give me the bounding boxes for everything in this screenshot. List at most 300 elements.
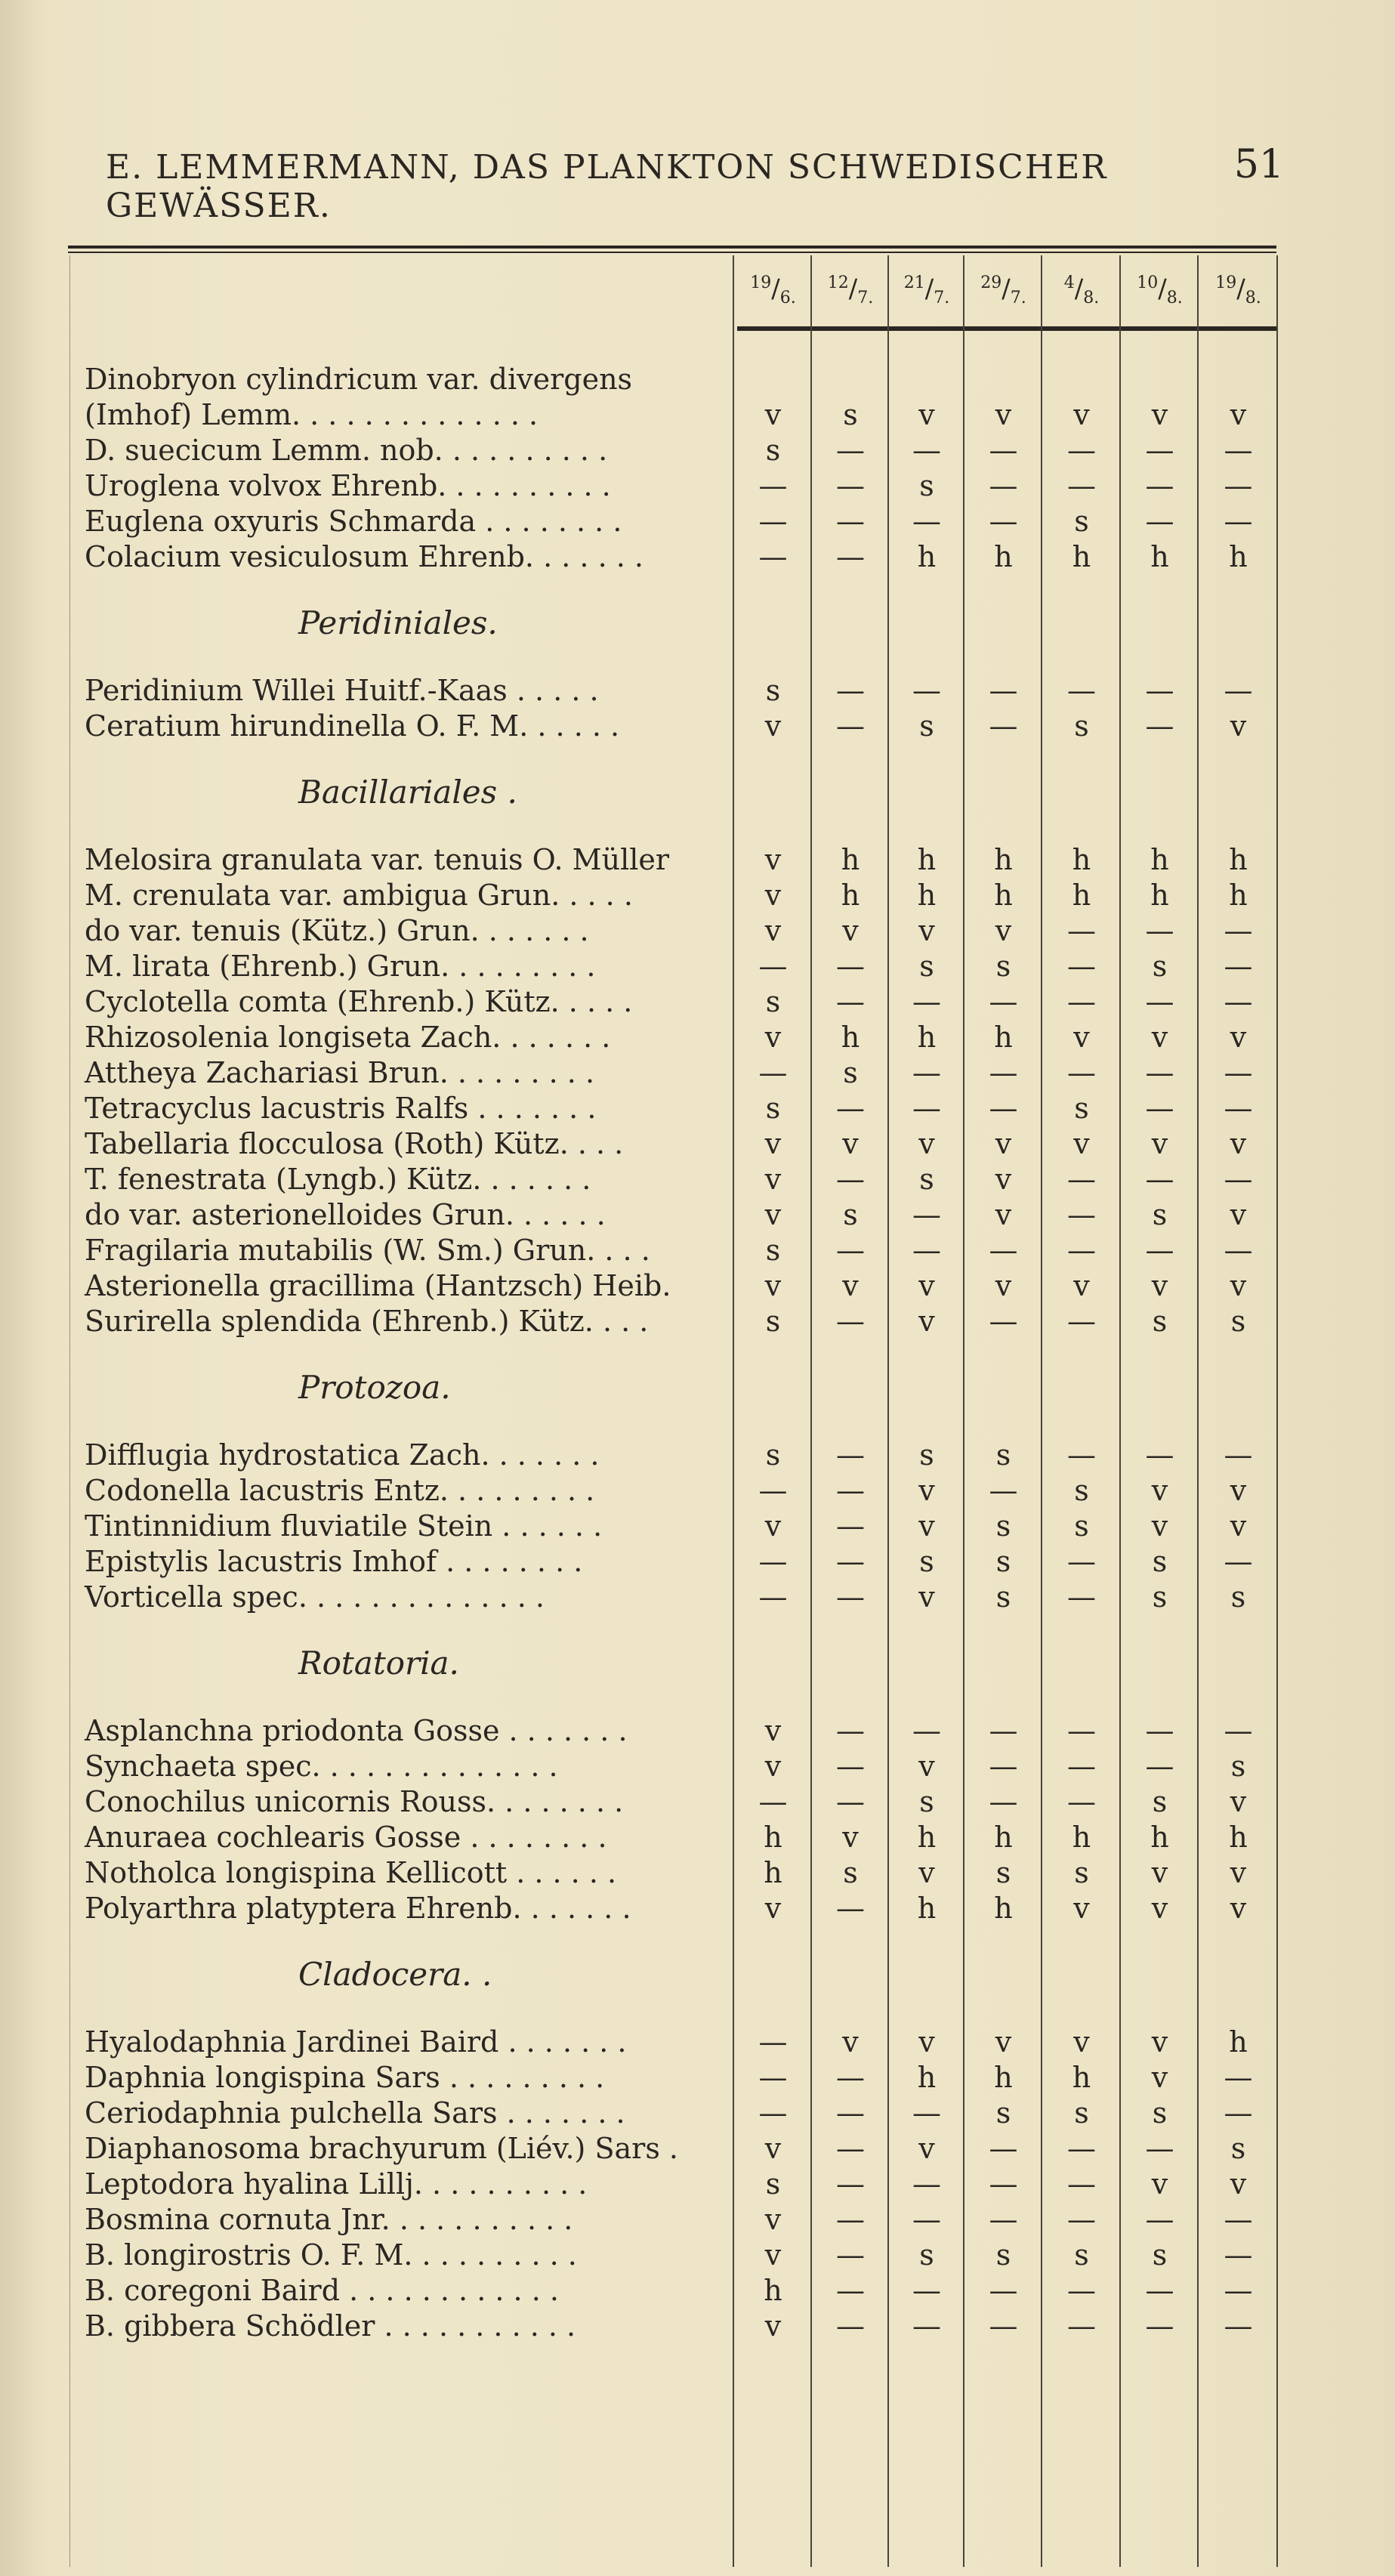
occurrence-cell: — (1224, 1163, 1253, 1196)
occurrence-cell: — (1067, 950, 1096, 983)
occurrence-cell: s (1230, 2132, 1246, 2165)
occurrence-cell: — (1145, 2203, 1174, 2236)
occurrence-cell: — (1145, 1750, 1174, 1783)
occurrence-cell: — (912, 434, 941, 467)
occurrence-cell: — (989, 1750, 1018, 1783)
date-slash: / (848, 273, 858, 304)
occurrence-cell: — (1224, 1438, 1253, 1472)
table-row (85, 842, 1293, 878)
occurrence-cell: — (836, 2238, 865, 2272)
occurrence-cell: v (1073, 1127, 1090, 1160)
date-header (1042, 273, 1121, 307)
occurrence-cell: s (995, 1545, 1011, 1578)
table-row (85, 2059, 1293, 2096)
species-name: B. longirostris O. F. M. . . . . . . . . . (85, 2238, 577, 2272)
occurrence-cell: — (1067, 1234, 1096, 1267)
occurrence-cell: v (764, 1127, 782, 1160)
occurrence-cell: v (1073, 1892, 1090, 1925)
occurrence-cell: — (836, 1438, 865, 1472)
date-day: 19 (1215, 273, 1237, 292)
occurrence-cell: s (1074, 2096, 1089, 2130)
occurrence-cell: v (995, 1127, 1012, 1160)
occurrence-cell: — (989, 2167, 1018, 2201)
occurrence-cell: — (912, 2167, 941, 2201)
occurrence-cell: — (989, 1714, 1018, 1747)
occurrence-cell: — (1145, 1092, 1174, 1125)
occurrence-cell: s (995, 1856, 1011, 1889)
occurrence-cell: — (1224, 1092, 1253, 1125)
occurrence-cell: h (1150, 843, 1169, 876)
occurrence-cell: h (1229, 879, 1248, 912)
occurrence-cell: — (1067, 1305, 1096, 1338)
occurrence-cell: — (1067, 2167, 1096, 2201)
table-row (85, 1543, 1293, 1580)
occurrence-cell: v (1230, 2167, 1247, 2201)
table-row (85, 1579, 1293, 1615)
occurrence-cell: v (918, 1127, 935, 1160)
species-name: Vorticella spec. . . . . . . . . . . . . . (85, 1580, 545, 1614)
occurrence-cell: — (1224, 1714, 1253, 1747)
occurrence-cell: — (758, 1785, 788, 1818)
occurrence-cell: v (842, 2025, 859, 2059)
occurrence-cell: — (1224, 2309, 1253, 2343)
occurrence-cell: — (836, 709, 865, 743)
occurrence-cell: — (836, 674, 865, 707)
occurrence-cell: — (989, 2274, 1018, 2307)
table-row (85, 1019, 1293, 1055)
occurrence-cell: s (1074, 1856, 1089, 1889)
occurrence-cell: — (1145, 914, 1174, 947)
table-row (85, 708, 1293, 744)
occurrence-cell: — (1145, 1234, 1174, 1267)
occurrence-cell: h (917, 879, 937, 912)
occurrence-cell: — (1145, 434, 1174, 467)
species-name: Peridinium Willei Huitf.-Kaas . . . . . (85, 674, 599, 707)
date-slash: / (1158, 273, 1167, 304)
table-row (85, 1161, 1293, 1197)
occurrence-cell: s (1074, 1474, 1089, 1507)
occurrence-cell: — (836, 985, 865, 1018)
occurrence-cell: — (1145, 1056, 1174, 1089)
occurrence-cell: v (918, 1509, 935, 1543)
occurrence-cell: — (758, 469, 788, 502)
date-month: 7. (1010, 289, 1026, 308)
occurrence-cell: — (1067, 1580, 1096, 1614)
occurrence-cell: — (1145, 1438, 1174, 1472)
occurrence-cell: — (758, 1545, 788, 1578)
date-month: 7. (934, 289, 950, 308)
occurrence-cell: v (764, 2132, 782, 2165)
species-name: D. suecicum Lemm. nob. . . . . . . . . . (85, 434, 608, 467)
occurrence-cell: h (1150, 1821, 1169, 1854)
species-name: Hyalodaphnia Jardinei Baird . . . . . . . (85, 2025, 627, 2059)
species-name: Synchaeta spec. . . . . . . . . . . . . . (85, 1750, 558, 1783)
occurrence-cell: h (994, 843, 1013, 876)
date-header (1199, 273, 1278, 307)
occurrence-cell: — (758, 2061, 788, 2094)
occurrence-cell: h (994, 1892, 1013, 1925)
occurrence-cell: v (995, 1198, 1012, 1231)
occurrence-cell: s (1152, 1198, 1168, 1231)
occurrence-cell: h (764, 1821, 782, 1854)
occurrence-cell: h (1150, 540, 1169, 573)
occurrence-cell: s (1152, 1305, 1168, 1338)
occurrence-cell: h (1150, 879, 1169, 912)
occurrence-cell: h (1229, 2025, 1248, 2059)
occurrence-cell: v (842, 1127, 859, 1160)
occurrence-cell: — (1145, 2132, 1174, 2165)
running-head (106, 142, 1284, 225)
occurrence-cell: — (836, 469, 865, 502)
species-name: do var. tenuis (Kütz.) Grun. . . . . . . (85, 914, 589, 947)
date-header (812, 273, 889, 307)
occurrence-cell: — (1067, 1198, 1096, 1231)
occurrence-cell: — (1145, 1714, 1174, 1747)
occurrence-cell: — (836, 1545, 865, 1578)
date-day: 29 (980, 273, 1002, 292)
occurrence-cell: — (989, 2132, 1018, 2165)
date-day: 21 (903, 273, 925, 292)
occurrence-cell: — (1145, 674, 1174, 707)
date-slash: / (1074, 273, 1084, 304)
species-name: Leptodora hyalina Lillj. . . . . . . . . . (85, 2167, 588, 2201)
occurrence-cell: — (989, 1785, 1018, 1818)
occurrence-cell: h (1229, 1821, 1248, 1854)
occurrence-cell: s (765, 985, 781, 1018)
occurrence-cell: v (918, 914, 935, 947)
species-name: Ceratium hirundinella O. F. M. . . . . . (85, 709, 620, 743)
occurrence-cell: — (989, 434, 1018, 467)
occurrence-cell: — (912, 2096, 941, 2130)
date-month: 8. (1083, 289, 1100, 308)
occurrence-cell: s (765, 1234, 781, 1267)
occurrence-cell: s (1152, 2096, 1168, 2130)
occurrence-cell: — (912, 674, 941, 707)
occurrence-cell: h (764, 2274, 782, 2307)
occurrence-cell: s (1074, 1092, 1089, 1125)
occurrence-cell: s (765, 1305, 781, 1338)
occurrence-cell: — (1067, 469, 1096, 502)
occurrence-cell: — (836, 1509, 865, 1543)
occurrence-cell: — (1145, 469, 1174, 502)
occurrence-cell: — (912, 2309, 941, 2343)
table-row (85, 1855, 1293, 1891)
occurrence-cell: — (836, 2061, 865, 2094)
date-month: 8. (1245, 289, 1261, 308)
occurrence-cell: — (1224, 1234, 1253, 1267)
occurrence-cell: — (836, 950, 865, 983)
occurrence-cell: h (917, 1821, 937, 1854)
occurrence-cell: h (994, 879, 1013, 912)
species-name: Epistylis lacustris Imhof . . . . . . . . (85, 1545, 583, 1578)
occurrence-cell: h (994, 540, 1013, 573)
section-heading: Bacillariales . (298, 774, 517, 811)
section-heading: Cladocera. . (298, 1956, 492, 1993)
occurrence-cell: v (918, 2025, 935, 2059)
occurrence-cell: — (989, 709, 1018, 743)
occurrence-cell: v (918, 1856, 935, 1889)
occurrence-cell: — (912, 1714, 941, 1747)
occurrence-cell: h (841, 879, 860, 912)
occurrence-cell: s (765, 1092, 781, 1125)
occurrence-cell: — (989, 1474, 1018, 1507)
occurrence-cell: s (1152, 2238, 1168, 2272)
species-name: Asplanchna priodonta Gosse . . . . . . . (85, 1714, 628, 1747)
occurrence-cell: — (836, 2274, 865, 2307)
table-row (85, 2308, 1293, 2344)
occurrence-cell: v (764, 1714, 782, 1747)
occurrence-cell: h (917, 843, 937, 876)
occurrence-cell: s (1230, 1580, 1246, 1614)
species-name: Attheya Zachariasi Brun. . . . . . . . . (85, 1056, 595, 1089)
table-row (85, 984, 1293, 1020)
date-month: 7. (857, 289, 874, 308)
occurrence-cell: — (1224, 2096, 1253, 2130)
occurrence-cell: s (919, 709, 934, 743)
table-row (85, 877, 1293, 913)
occurrence-cell: h (994, 2061, 1013, 2094)
occurrence-cell: v (1151, 1509, 1168, 1543)
species-name: Rhizosolenia longiseta Zach. . . . . . . (85, 1021, 611, 1054)
occurrence-cell: v (1230, 1021, 1247, 1054)
occurrence-cell: — (836, 2167, 865, 2201)
occurrence-cell: s (919, 1545, 934, 1578)
date-month: 8. (1166, 289, 1183, 308)
occurrence-cell: — (836, 2203, 865, 2236)
header-bottom-rule (737, 326, 1277, 331)
table-row (85, 2166, 1293, 2202)
species-name: Tetracyclus lacustris Ralfs . . . . . . . (85, 1092, 597, 1125)
occurrence-cell: v (764, 843, 782, 876)
occurrence-cell: — (1224, 1545, 1253, 1578)
occurrence-cell: v (764, 709, 782, 743)
occurrence-cell: — (912, 2203, 941, 2236)
table-row (85, 1303, 1293, 1339)
occurrence-cell: s (919, 950, 934, 983)
table-row (85, 1472, 1293, 1509)
table-row (85, 913, 1293, 949)
table-row (85, 2272, 1293, 2309)
occurrence-cell: v (1073, 2025, 1090, 2059)
occurrence-cell: v (918, 1580, 935, 1614)
occurrence-cell: v (764, 2309, 782, 2343)
occurrence-cell: s (843, 1856, 858, 1889)
occurrence-cell: — (836, 505, 865, 538)
occurrence-cell: — (758, 2096, 788, 2130)
species-name: Tabellaria flocculosa (Roth) Kütz. . . . (85, 1127, 624, 1160)
occurrence-cell: s (765, 674, 781, 707)
species-name: Fragilaria mutabilis (W. Sm.) Grun. . . . (85, 1234, 650, 1267)
section-heading: Protozoa. (298, 1369, 451, 1406)
occurrence-cell: — (1145, 709, 1174, 743)
occurrence-cell: — (989, 1092, 1018, 1125)
occurrence-cell: s (919, 2238, 934, 2272)
occurrence-cell: h (1072, 2061, 1091, 2094)
occurrence-cell: v (918, 2132, 935, 2165)
occurrence-cell: — (1224, 434, 1253, 467)
species-name: Bosmina cornuta Jnr. . . . . . . . . . . (85, 2203, 573, 2236)
occurrence-cell: v (995, 398, 1012, 431)
table-row (85, 1126, 1293, 1162)
species-name: M. lirata (Ehrenb.) Grun. . . . . . . . . (85, 950, 596, 983)
occurrence-cell: s (1074, 1509, 1089, 1543)
species-name: do var. asterionelloides Grun. . . . . . (85, 1198, 606, 1231)
occurrence-cell: v (764, 2238, 782, 2272)
occurrence-cell: s (843, 1198, 858, 1231)
occurrence-cell: — (836, 2132, 865, 2165)
occurrence-cell: — (912, 1056, 941, 1089)
species-name: Dinobryon cylindricum var. divergens (85, 363, 633, 396)
occurrence-cell: v (1151, 1127, 1168, 1160)
occurrence-cell: — (758, 505, 788, 538)
table-row (85, 468, 1293, 504)
occurrence-cell: v (1151, 1474, 1168, 1507)
table-row (85, 1090, 1293, 1126)
occurrence-cell: h (1072, 540, 1091, 573)
species-name: Daphnia longispina Sars . . . . . . . . . (85, 2061, 605, 2094)
occurrence-cell: v (1230, 1198, 1247, 1231)
species-name: Conochilus unicornis Rouss. . . . . . . . (85, 1785, 624, 1818)
occurrence-cell: s (1230, 1750, 1246, 1783)
table-row (85, 2130, 1293, 2167)
occurrence-cell: s (995, 950, 1011, 983)
occurrence-cell: — (1067, 2203, 1096, 2236)
occurrence-cell: h (1229, 540, 1248, 573)
occurrence-cell: — (912, 505, 941, 538)
occurrence-cell: s (1152, 1580, 1168, 1614)
occurrence-cell: — (989, 2203, 1018, 2236)
occurrence-cell: s (919, 1438, 934, 1472)
occurrence-cell: v (1151, 398, 1168, 431)
table-row (85, 397, 1293, 433)
occurrence-cell: h (841, 1021, 860, 1054)
species-name: T. fenestrata (Lyngb.) Kütz. . . . . . . (85, 1163, 591, 1196)
date-slash: / (1236, 273, 1245, 304)
table-row (85, 1748, 1293, 1784)
occurrence-cell: s (843, 1056, 858, 1089)
occurrence-cell: s (995, 2096, 1011, 2130)
occurrence-cell: v (1230, 398, 1247, 431)
occurrence-cell: s (1152, 1785, 1168, 1818)
occurrence-cell: s (1152, 950, 1168, 983)
occurrence-cell: — (836, 1163, 865, 1196)
occurrence-cell: v (1230, 709, 1247, 743)
occurrence-cell: v (764, 879, 782, 912)
occurrence-cell: — (1067, 914, 1096, 947)
occurrence-cell: — (1145, 1163, 1174, 1196)
table-row (85, 2237, 1293, 2273)
occurrence-cell: — (836, 2309, 865, 2343)
occurrence-cell: v (918, 1269, 935, 1302)
occurrence-cell: — (989, 2309, 1018, 2343)
occurrence-cell: s (1074, 2238, 1089, 2272)
date-month: 6. (779, 289, 796, 308)
occurrence-cell: s (765, 2167, 781, 2201)
species-name: Codonella lacustris Entz. . . . . . . . . (85, 1474, 595, 1507)
occurrence-cell: v (1230, 1474, 1247, 1507)
species-name: Colacium vesiculosum Ehrenb. . . . . . . (85, 540, 643, 573)
occurrence-cell: — (1224, 950, 1253, 983)
occurrence-cell: — (912, 2274, 941, 2307)
species-name: Cyclotella comta (Ehrenb.) Kütz. . . . . (85, 985, 633, 1018)
occurrence-cell: — (836, 1785, 865, 1818)
table-row (85, 539, 1293, 575)
occurrence-cell: s (919, 1785, 934, 1818)
occurrence-cell: v (1151, 1856, 1168, 1889)
occurrence-cell: — (912, 1234, 941, 1267)
occurrence-cell: v (995, 1269, 1012, 1302)
occurrence-cell: — (758, 950, 788, 983)
occurrence-cell: — (836, 434, 865, 467)
table-row (85, 432, 1293, 468)
occurrence-cell: v (764, 914, 782, 947)
date-day: 4 (1063, 273, 1075, 292)
occurrence-cell: h (917, 1021, 937, 1054)
occurrence-cell: — (1067, 1163, 1096, 1196)
occurrence-cell: — (1067, 1785, 1096, 1818)
table-top-rule-thin (68, 252, 1276, 253)
occurrence-cell: v (842, 1821, 859, 1854)
occurrence-cell: v (918, 1305, 935, 1338)
table-row (85, 1437, 1293, 1473)
species-name: Ceriodaphnia pulchella Sars . . . . . . . (85, 2096, 625, 2130)
table-row (85, 1713, 1293, 1749)
occurrence-cell: v (1230, 1127, 1247, 1160)
occurrence-cell: s (843, 398, 858, 431)
occurrence-cell: — (758, 2025, 788, 2059)
table-row (85, 1784, 1293, 1820)
occurrence-cell: v (1230, 1509, 1247, 1543)
occurrence-cell: h (994, 1021, 1013, 1054)
date-day: 19 (750, 273, 772, 292)
occurrence-cell: v (995, 1163, 1012, 1196)
occurrence-cell: — (989, 1234, 1018, 1267)
occurrence-cell: — (836, 1714, 865, 1747)
occurrence-cell: — (1067, 985, 1096, 1018)
species-name: Asterionella gracillima (Hantzsch) Heib. (85, 1269, 671, 1302)
occurrence-cell: — (836, 1892, 865, 1925)
occurrence-cell: — (836, 1580, 865, 1614)
date-day: 10 (1137, 273, 1159, 292)
running-title: E. LEMMERMANN, DAS PLANKTON SCHWEDISCHER GEWÄSSER. (106, 148, 1108, 225)
occurrence-cell: v (764, 1021, 782, 1054)
table-row (85, 2095, 1293, 2131)
table-row (85, 948, 1293, 984)
occurrence-cell: s (1074, 505, 1089, 538)
occurrence-cell: — (1067, 1438, 1096, 1472)
occurrence-cell: — (1145, 505, 1174, 538)
table-row (85, 672, 1293, 709)
occurrence-cell: — (1145, 2274, 1174, 2307)
occurrence-cell: — (989, 469, 1018, 502)
occurrence-cell: v (764, 1750, 782, 1783)
occurrence-cell: — (989, 505, 1018, 538)
occurrence-cell: s (1230, 1305, 1246, 1338)
species-name: Anuraea cochlearis Gosse . . . . . . . . (85, 1821, 607, 1854)
table-row (85, 1232, 1293, 1268)
species-name: Polyarthra platyptera Ehrenb. . . . . . . (85, 1892, 631, 1925)
occurrence-cell: v (764, 1892, 782, 1925)
occurrence-cell: h (917, 540, 937, 573)
date-header (889, 273, 964, 307)
occurrence-cell: v (1230, 1269, 1247, 1302)
species-name: Surirella splendida (Ehrenb.) Kütz. . . . (85, 1305, 649, 1338)
occurrence-cell: h (764, 1856, 782, 1889)
occurrence-cell: s (919, 469, 934, 502)
table-row (85, 1508, 1293, 1544)
occurrence-cell: — (1224, 2203, 1253, 2236)
date-slash: / (1001, 273, 1011, 304)
